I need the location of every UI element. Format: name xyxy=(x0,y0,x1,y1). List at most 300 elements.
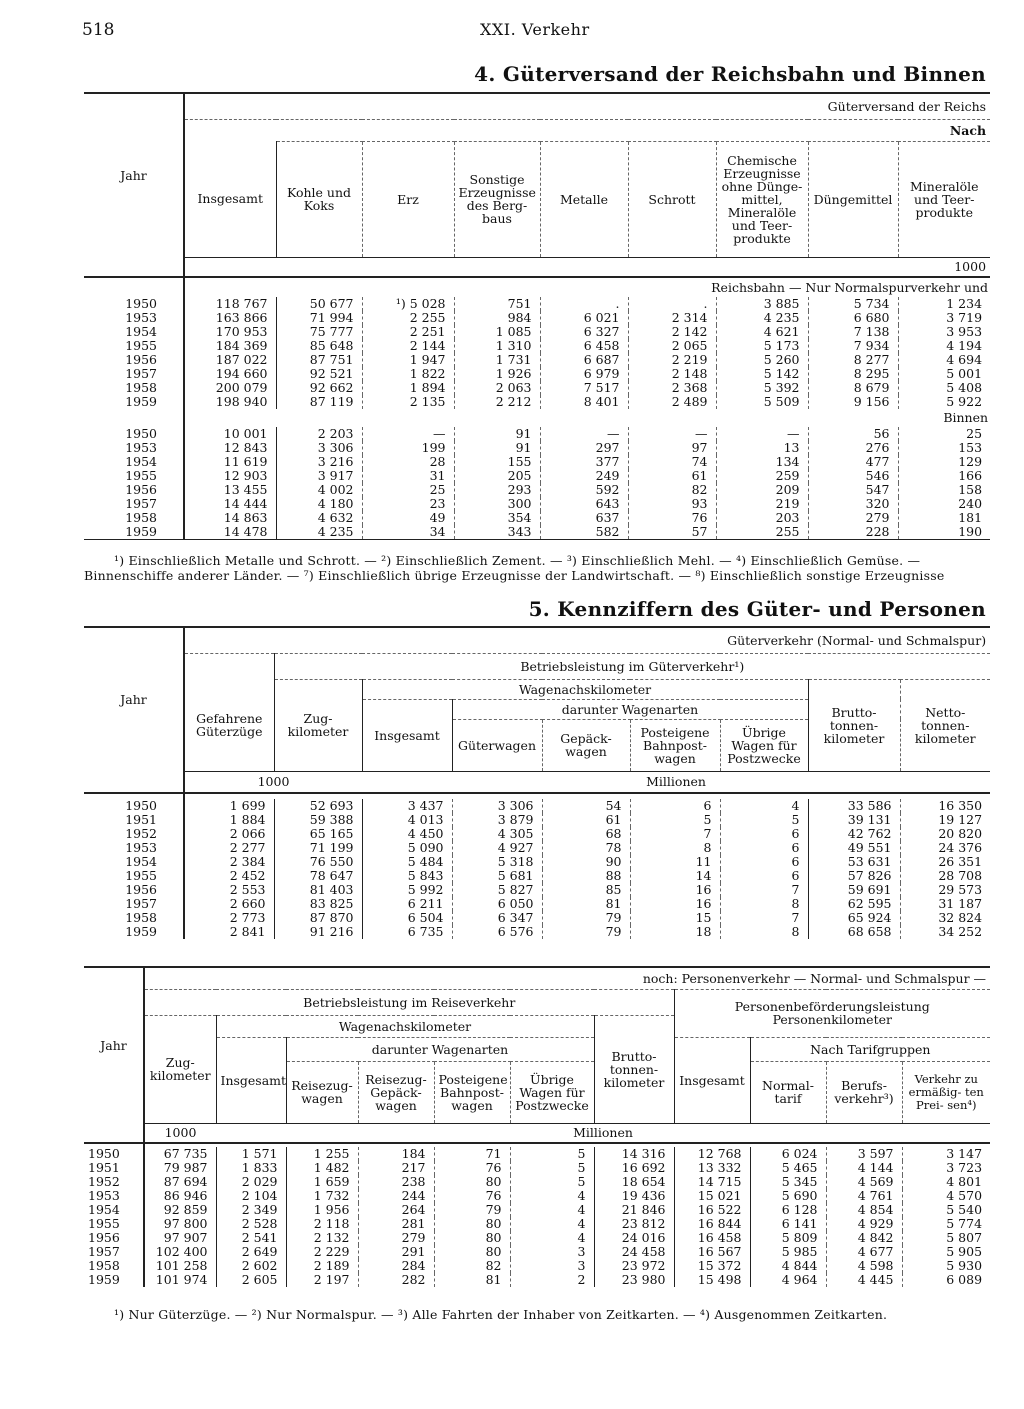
table-cell: 61 xyxy=(542,813,630,827)
table-cell: 1 884 xyxy=(184,813,274,827)
table-cell: 16 458 xyxy=(674,1231,750,1245)
table-cell: 2 349 xyxy=(216,1203,286,1217)
table-cell: 2 063 xyxy=(454,381,540,395)
table-row xyxy=(84,1231,990,1245)
table-cell: 134 xyxy=(716,455,808,469)
table-row xyxy=(84,353,990,367)
table-cell: 1 659 xyxy=(286,1175,358,1189)
table-cell: 13 455 xyxy=(184,483,276,497)
t4-footnote-2: Binnenschiffe anderer Länder. — ⁷) Einschließlich übrige Erzeugnisse der Landwirtschaft. — ⁸) Einschließlich sonstige Erzeugnisse xyxy=(84,568,945,583)
t5-col-gueterwagen: Güterwagen xyxy=(452,719,542,771)
table-cell: 81 xyxy=(542,897,630,911)
table-cell: 276 xyxy=(808,441,898,455)
table-cell: 83 825 xyxy=(274,897,362,911)
table-cell: 3 xyxy=(510,1245,594,1259)
table-cell: 5 484 xyxy=(362,855,452,869)
table-cell: 23 980 xyxy=(594,1273,674,1287)
table-cell: 255 xyxy=(716,525,808,540)
table-cell: 49 551 xyxy=(808,841,900,855)
table-cell: 14 444 xyxy=(184,497,276,511)
running-header: XXI. Verkehr xyxy=(480,20,590,39)
table-cell: 477 xyxy=(808,455,898,469)
t6-rows xyxy=(84,1147,990,1287)
row-year: 1950 xyxy=(88,1147,120,1161)
table-row xyxy=(84,511,990,525)
table-cell: 7 xyxy=(720,883,808,897)
table-row xyxy=(84,841,990,855)
table-row xyxy=(84,497,990,511)
table-cell: 6 735 xyxy=(362,925,452,939)
table-cell: 129 xyxy=(898,455,990,469)
table-cell: 5 142 xyxy=(716,367,808,381)
row-year: 1953 xyxy=(125,311,157,325)
table-cell: 190 xyxy=(898,525,990,540)
table-cell: 5 509 xyxy=(716,395,808,409)
table-cell: 2 xyxy=(510,1273,594,1287)
t6-header-wagenachs: Wagenachskilometer xyxy=(216,1015,594,1037)
table-cell: 4 xyxy=(510,1217,594,1231)
table-cell: 5 774 xyxy=(902,1217,990,1231)
t6-unit-mio: Millionen xyxy=(216,1123,990,1143)
t5-col-netto: Netto- tonnen- kilometer xyxy=(900,679,990,771)
table-cell: 2 197 xyxy=(286,1273,358,1287)
table-cell: 592 xyxy=(540,483,628,497)
table-cell: 547 xyxy=(808,483,898,497)
table-cell: 2 277 xyxy=(184,841,274,855)
table-cell: 75 777 xyxy=(276,325,362,339)
table-cell: 6 xyxy=(720,855,808,869)
row-year: 1954 xyxy=(125,855,157,869)
table-cell: 2 660 xyxy=(184,897,274,911)
table-cell: 85 648 xyxy=(276,339,362,353)
t5-col-brutto: Brutto- tonnen- kilometer xyxy=(808,679,900,771)
table-cell: 16 xyxy=(630,883,720,897)
table4-title: 4. Güterversand der Reichsbahn und Binnen xyxy=(474,62,986,86)
table-cell: 23 xyxy=(362,497,454,511)
table-cell: 49 xyxy=(362,511,454,525)
t6-header-personenbef: Personenbeförderungsleistung Personenkilometer xyxy=(674,989,990,1037)
table-cell: 14 xyxy=(630,869,720,883)
table-cell: 3 879 xyxy=(452,813,542,827)
table-cell: 92 662 xyxy=(276,381,362,395)
row-year: 1959 xyxy=(125,395,157,409)
table-cell: 88 xyxy=(542,869,630,883)
table-cell: 8 xyxy=(720,897,808,911)
table-row xyxy=(84,1217,990,1231)
table-row xyxy=(84,441,990,455)
table-cell: 82 xyxy=(434,1259,510,1273)
t5-unit-mio: Millionen xyxy=(362,771,990,793)
table-cell: 1 255 xyxy=(286,1147,358,1161)
table-row xyxy=(84,799,990,813)
table-cell: 65 924 xyxy=(808,911,900,925)
t4-unit: 1000 xyxy=(184,257,990,277)
table-cell: 93 xyxy=(628,497,716,511)
table-cell: 2 602 xyxy=(216,1259,286,1273)
table-cell: 26 351 xyxy=(900,855,990,869)
table-cell: 2 212 xyxy=(454,395,540,409)
t5-header-wagenachs: Wagenachskilometer xyxy=(362,679,808,699)
t6-col-uebrige: Übrige Wagen für Postzwecke xyxy=(510,1061,594,1123)
row-year: 1950 xyxy=(125,799,157,813)
table-cell: 2 841 xyxy=(184,925,274,939)
table-cell: 4 761 xyxy=(826,1189,902,1203)
table-cell: 101 974 xyxy=(144,1273,216,1287)
table-cell: 228 xyxy=(808,525,898,540)
table-row xyxy=(84,1161,990,1175)
table-cell: 6 128 xyxy=(750,1203,826,1217)
table-cell: 5 905 xyxy=(902,1245,990,1259)
table-cell: — xyxy=(628,427,716,441)
table-cell: 2 384 xyxy=(184,855,274,869)
table-cell: 4 xyxy=(510,1189,594,1203)
row-year: 1959 xyxy=(125,525,157,539)
table5-title: 5. Kennziffern des Güter- und Personen xyxy=(528,597,986,621)
row-year: 1952 xyxy=(88,1175,120,1189)
table-cell: 2 219 xyxy=(628,353,716,367)
table-cell: 7 xyxy=(630,827,720,841)
table-cell: 8 679 xyxy=(808,381,898,395)
t4-reichsbahn-rows xyxy=(84,297,990,409)
table-cell: 8 xyxy=(720,925,808,939)
row-year: 1955 xyxy=(125,869,157,883)
table-cell: 91 216 xyxy=(274,925,362,939)
table-cell: — xyxy=(362,427,454,441)
row-year: 1959 xyxy=(125,925,157,939)
table-row xyxy=(84,381,990,395)
table-cell: 6 680 xyxy=(808,311,898,325)
table-cell: 57 xyxy=(628,525,716,540)
t5-col-gefahrene: Gefahrene Güterzüge xyxy=(184,679,274,771)
table-cell: 1 947 xyxy=(362,353,454,367)
table-cell: 5 540 xyxy=(902,1203,990,1217)
table-cell: 21 846 xyxy=(594,1203,674,1217)
t5-col-zugkm: Zug- kilometer xyxy=(274,679,362,771)
table-cell: 2 135 xyxy=(362,395,454,409)
t4-header-top: Güterversand der Reichs xyxy=(184,93,990,119)
t4-col-erz: Erz xyxy=(362,141,454,257)
table-cell: 5 843 xyxy=(362,869,452,883)
table-cell: 6 347 xyxy=(452,911,542,925)
table-row xyxy=(84,925,990,939)
table-cell: 4 305 xyxy=(452,827,542,841)
table-cell: 76 550 xyxy=(274,855,362,869)
table-cell: 209 xyxy=(716,483,808,497)
row-year: 1950 xyxy=(125,427,157,441)
t4-footnote-1: ¹) Einschließlich Metalle und Schrott. — ²) Einschließlich Zement. — ³) Einschließlich Mehl. — ⁴) Einschließlich Gemüse. — xyxy=(114,553,921,568)
t5-col-uebrige: Übrige Wagen für Postzwecke xyxy=(720,719,808,771)
table-cell: 200 079 xyxy=(184,381,276,395)
t6-footnote: ¹) Nur Güterzüge. — ²) Nur Normalspur. — ³) Alle Fahrten der Inhaber von Zeitkarten. — ⁴) Ausgenommen Zeitkarten. xyxy=(114,1307,888,1322)
table-cell: 205 xyxy=(454,469,540,483)
table-cell: 984 xyxy=(454,311,540,325)
table-cell: 259 xyxy=(716,469,808,483)
table-cell: 5 827 xyxy=(452,883,542,897)
table-cell: 2 553 xyxy=(184,883,274,897)
table-cell: 6 458 xyxy=(540,339,628,353)
row-year: 1955 xyxy=(88,1217,120,1231)
table4 xyxy=(84,92,990,544)
row-year: 1954 xyxy=(88,1203,120,1217)
table-cell: 87 751 xyxy=(276,353,362,367)
row-year: 1953 xyxy=(88,1189,120,1203)
table-cell: 1 085 xyxy=(454,325,540,339)
t4-section-reichsbahn: Reichsbahn — Nur Normalspurverkehr und xyxy=(184,277,990,297)
table-cell: 61 xyxy=(628,469,716,483)
table-cell: 2 144 xyxy=(362,339,454,353)
table-cell: 2 132 xyxy=(286,1231,358,1245)
row-year: 1957 xyxy=(125,897,157,911)
table-cell: 2 251 xyxy=(362,325,454,339)
table-cell: 14 863 xyxy=(184,511,276,525)
t5-col-jahr: Jahr xyxy=(120,692,147,707)
table-cell: 56 xyxy=(808,427,898,441)
table-cell: 92 859 xyxy=(144,1203,216,1217)
table-row xyxy=(84,911,990,925)
table-cell: 3 885 xyxy=(716,297,808,311)
table-cell: 76 xyxy=(628,511,716,525)
t4-binnen-rows xyxy=(84,427,990,540)
table-cell: 5 090 xyxy=(362,841,452,855)
table-cell: 86 946 xyxy=(144,1189,216,1203)
table-cell: 3 917 xyxy=(276,469,362,483)
t6-header-betrieb: Betriebsleistung im Reiseverkehr xyxy=(144,989,674,1015)
table-cell: 87 870 xyxy=(274,911,362,925)
row-year: 1959 xyxy=(88,1273,120,1287)
table-cell: 2 528 xyxy=(216,1217,286,1231)
t4-col-sonstige: Sonstige Erzeugnisse des Berg- baus xyxy=(454,141,540,257)
table-cell: 751 xyxy=(454,297,540,311)
table-cell: 62 595 xyxy=(808,897,900,911)
table-cell: 79 987 xyxy=(144,1161,216,1175)
table-cell: 264 xyxy=(358,1203,434,1217)
table-cell: 2 203 xyxy=(276,427,362,441)
table-cell: 6 089 xyxy=(902,1273,990,1287)
table-cell: 9 156 xyxy=(808,395,898,409)
table-cell: 5 xyxy=(510,1147,594,1161)
row-year: 1956 xyxy=(125,483,157,497)
table-cell: 4 844 xyxy=(750,1259,826,1273)
table-cell: . xyxy=(540,297,628,311)
table-cell: 3 437 xyxy=(362,799,452,813)
row-year: 1951 xyxy=(125,813,157,827)
table-cell: 4 235 xyxy=(276,525,362,540)
table-cell: 546 xyxy=(808,469,898,483)
table-cell: 6 xyxy=(720,841,808,855)
table-cell: 67 735 xyxy=(144,1147,216,1161)
table-cell: 52 693 xyxy=(274,799,362,813)
table-cell: 4 569 xyxy=(826,1175,902,1189)
table-cell: 81 403 xyxy=(274,883,362,897)
table-cell: 354 xyxy=(454,511,540,525)
table-cell: 198 940 xyxy=(184,395,276,409)
table-cell: 184 xyxy=(358,1147,434,1161)
table-cell: 5 465 xyxy=(750,1161,826,1175)
table-cell: — xyxy=(540,427,628,441)
table-cell: 16 692 xyxy=(594,1161,674,1175)
t6-header-nach-tarif: Nach Tarifgruppen xyxy=(750,1037,990,1061)
table-cell: 1 699 xyxy=(184,799,274,813)
row-year: 1954 xyxy=(125,455,157,469)
table-cell: 4 598 xyxy=(826,1259,902,1273)
table-cell: 16 xyxy=(630,897,720,911)
t5-col-posteigene: Posteigene Bahnpost- wagen xyxy=(630,719,720,771)
table-cell: 71 xyxy=(434,1147,510,1161)
table-cell: 5 173 xyxy=(716,339,808,353)
table-cell: 97 xyxy=(628,441,716,455)
t6-col-reise-gepaeck: Reisezug- Gepäck- wagen xyxy=(358,1061,434,1123)
table-cell: 2 489 xyxy=(628,395,716,409)
table-cell: 97 800 xyxy=(144,1217,216,1231)
table-cell: 34 252 xyxy=(900,925,990,939)
table-cell: 91 xyxy=(454,441,540,455)
row-year: 1956 xyxy=(125,883,157,897)
table-cell: 80 xyxy=(434,1245,510,1259)
table-cell: 68 658 xyxy=(808,925,900,939)
table-cell: 78 647 xyxy=(274,869,362,883)
table-cell: 4 570 xyxy=(902,1189,990,1203)
table-cell: 4 013 xyxy=(362,813,452,827)
table-cell: 5 807 xyxy=(902,1231,990,1245)
table-cell: 4 194 xyxy=(898,339,990,353)
table-row xyxy=(84,1259,990,1273)
table-cell: 74 xyxy=(628,455,716,469)
table-cell: 31 187 xyxy=(900,897,990,911)
table-cell: 15 498 xyxy=(674,1273,750,1287)
t6-col-normal: Normal- tarif xyxy=(750,1061,826,1123)
table-cell: 163 866 xyxy=(184,311,276,325)
table-cell: 2 452 xyxy=(184,869,274,883)
table-cell: 39 131 xyxy=(808,813,900,827)
table-row xyxy=(84,427,990,441)
row-year: 1956 xyxy=(125,353,157,367)
table-cell: 1 234 xyxy=(898,297,990,311)
table-cell: 5 392 xyxy=(716,381,808,395)
t4-col-chemische: Chemische Erzeugnisse ohne Dünge- mittel, Mineralöle und Teer- produkte xyxy=(716,141,808,257)
row-year: 1953 xyxy=(125,441,157,455)
table-cell: 219 xyxy=(716,497,808,511)
table-cell: 187 022 xyxy=(184,353,276,367)
table-cell: 80 xyxy=(434,1217,510,1231)
table-cell: 24 016 xyxy=(594,1231,674,1245)
table-cell: 5 xyxy=(510,1175,594,1189)
table-cell: 637 xyxy=(540,511,628,525)
table-cell: 6 xyxy=(720,827,808,841)
table-cell: 8 277 xyxy=(808,353,898,367)
table-cell: 3 xyxy=(510,1259,594,1273)
t4-section-binnen: Binnen xyxy=(184,409,990,427)
t6-unit-1000: 1000 xyxy=(144,1123,216,1143)
table-cell: 1 894 xyxy=(362,381,454,395)
table-cell: 2 314 xyxy=(628,311,716,325)
table-cell: 2 541 xyxy=(216,1231,286,1245)
t6-col-verkehr-erm: Verkehr zu ermäßig- ten Prei- sen⁴) xyxy=(902,1061,990,1123)
table-cell: 2 065 xyxy=(628,339,716,353)
table-cell: 240 xyxy=(898,497,990,511)
table-cell: 16 522 xyxy=(674,1203,750,1217)
table-cell: 90 xyxy=(542,855,630,869)
table-cell: 1 833 xyxy=(216,1161,286,1175)
table-cell: 343 xyxy=(454,525,540,540)
table-cell: 80 xyxy=(434,1231,510,1245)
table-cell: 158 xyxy=(898,483,990,497)
row-year: 1958 xyxy=(125,511,157,525)
t6-col-posteigene: Posteigene Bahnpost- wagen xyxy=(434,1061,510,1123)
table-cell: 23 812 xyxy=(594,1217,674,1231)
row-year: 1951 xyxy=(88,1161,120,1175)
table-cell: 6 327 xyxy=(540,325,628,339)
t5-col-gepaeck: Gepäck- wagen xyxy=(542,719,630,771)
table-cell: 18 xyxy=(630,925,720,939)
table-row xyxy=(84,395,990,409)
table-cell: 3 723 xyxy=(902,1161,990,1175)
table-cell: 238 xyxy=(358,1175,434,1189)
t6-col-reisezug: Reisezug- wagen xyxy=(286,1061,358,1123)
table-cell: 199 xyxy=(362,441,454,455)
table-cell: 19 127 xyxy=(900,813,990,827)
table-cell: 6 576 xyxy=(452,925,542,939)
t6-col-insgesamt2: Insgesamt xyxy=(674,1037,750,1123)
table-cell: 300 xyxy=(454,497,540,511)
table-cell: 6 024 xyxy=(750,1147,826,1161)
table-cell: 79 xyxy=(542,925,630,939)
table-row xyxy=(84,1203,990,1217)
t5-col-insgesamt: Insgesamt xyxy=(362,699,452,771)
table-cell: 5 xyxy=(630,813,720,827)
t5-unit-1000: 1000 xyxy=(184,771,362,793)
table-cell: 12 768 xyxy=(674,1147,750,1161)
row-year: 1952 xyxy=(125,827,157,841)
table5 xyxy=(84,626,990,939)
table-cell: 4 235 xyxy=(716,311,808,325)
table-cell: 297 xyxy=(540,441,628,455)
table-cell: 3 953 xyxy=(898,325,990,339)
table-cell: 29 573 xyxy=(900,883,990,897)
table-cell: 170 953 xyxy=(184,325,276,339)
table-cell: 102 400 xyxy=(144,1245,216,1259)
table-cell: 181 xyxy=(898,511,990,525)
table-cell: 2 066 xyxy=(184,827,274,841)
table-cell: 2 649 xyxy=(216,1245,286,1259)
table-cell: 282 xyxy=(358,1273,434,1287)
t5-header-darunter: darunter Wagenarten xyxy=(452,699,808,719)
row-year: 1958 xyxy=(125,911,157,925)
table-cell: 6 687 xyxy=(540,353,628,367)
table6 xyxy=(84,966,990,1287)
table-cell: 153 xyxy=(898,441,990,455)
table-cell: 79 xyxy=(542,911,630,925)
table-cell: 71 994 xyxy=(276,311,362,325)
row-year: 1953 xyxy=(125,841,157,855)
table-cell: 1 482 xyxy=(286,1161,358,1175)
table-cell: 101 258 xyxy=(144,1259,216,1273)
table-cell: 166 xyxy=(898,469,990,483)
table-cell: — xyxy=(716,427,808,441)
table-cell: 4 xyxy=(510,1203,594,1217)
table-cell: 6 xyxy=(630,799,720,813)
row-year: 1958 xyxy=(88,1259,120,1273)
table-cell: 11 xyxy=(630,855,720,869)
table-cell: 5 681 xyxy=(452,869,542,883)
table-cell: 4 144 xyxy=(826,1161,902,1175)
table-cell: 18 654 xyxy=(594,1175,674,1189)
table-cell: 42 762 xyxy=(808,827,900,841)
table-cell: 3 147 xyxy=(902,1147,990,1161)
table-cell: 25 xyxy=(362,483,454,497)
table-cell: 76 xyxy=(434,1161,510,1175)
table-cell: 194 660 xyxy=(184,367,276,381)
table-cell: 4 xyxy=(720,799,808,813)
